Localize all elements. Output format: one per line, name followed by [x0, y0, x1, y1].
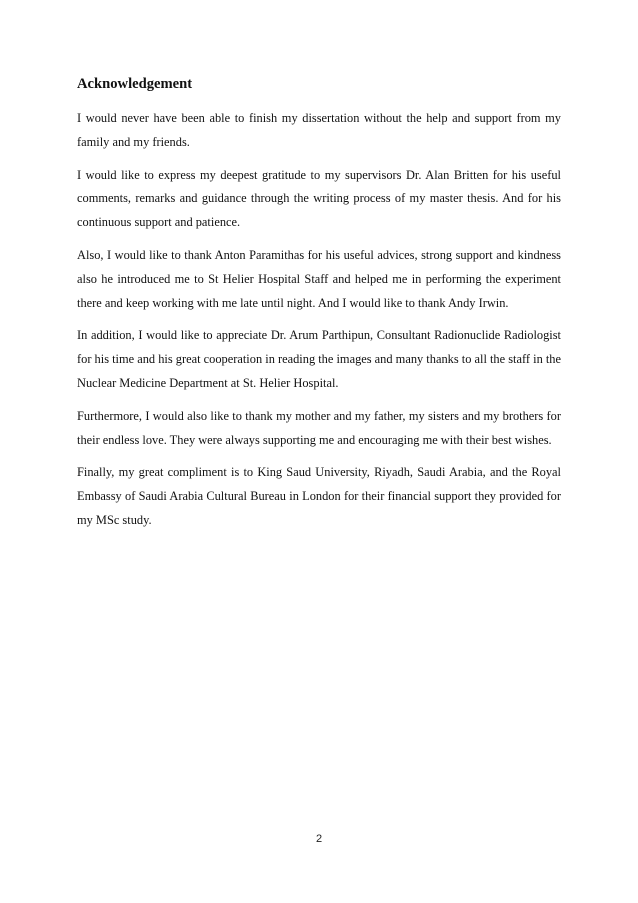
paragraph-king-saud-university: Finally, my great compliment is to King Saud University, Riyadh, Saudi Arabia, and the Royal Embassy of Saudi Arabia Cultural Bureau in London for their financial support they provided for my MSc study. [77, 465, 561, 527]
paragraph-family-friends: I would never have been able to finish my dissertation without the help and support from my family and my friends. [77, 111, 561, 149]
paragraph-anton-paramithas: Also, I would like to thank Anton Paramithas for his useful advices, strong support and kindness also he introduced me to St Helier Hospital Staff and helped me in performing the experiment there and keep working with me late until night. And I would like to thank Andy Irwin. [77, 247, 561, 310]
paragraph-parents-siblings: Furthermore, I would also like to thank my mother and my father, my sisters and my brothers for their endless love. They were always supporting me and encouraging me with their best wishes. [77, 408, 561, 447]
page-number: 2 [315, 833, 323, 845]
paragraph-arum-parthipun: In addition, I would like to appreciate Dr. Arum Parthipun, Consultant Radionuclide Radiologist for his time and his great cooperation in reading the images and many thanks to all the staff in the Nuclear Medicine Department at St. Helier Hospital. [77, 328, 561, 390]
document-body [77, 74, 561, 542]
acknowledgement-heading: Acknowledgement [77, 76, 193, 92]
paragraph-supervisors: I would like to express my deepest gratitude to my supervisors Dr. Alan Britten for his useful comments, remarks and guidance through the writing process of my master thesis. And for his continuous support and patience. [77, 167, 561, 230]
